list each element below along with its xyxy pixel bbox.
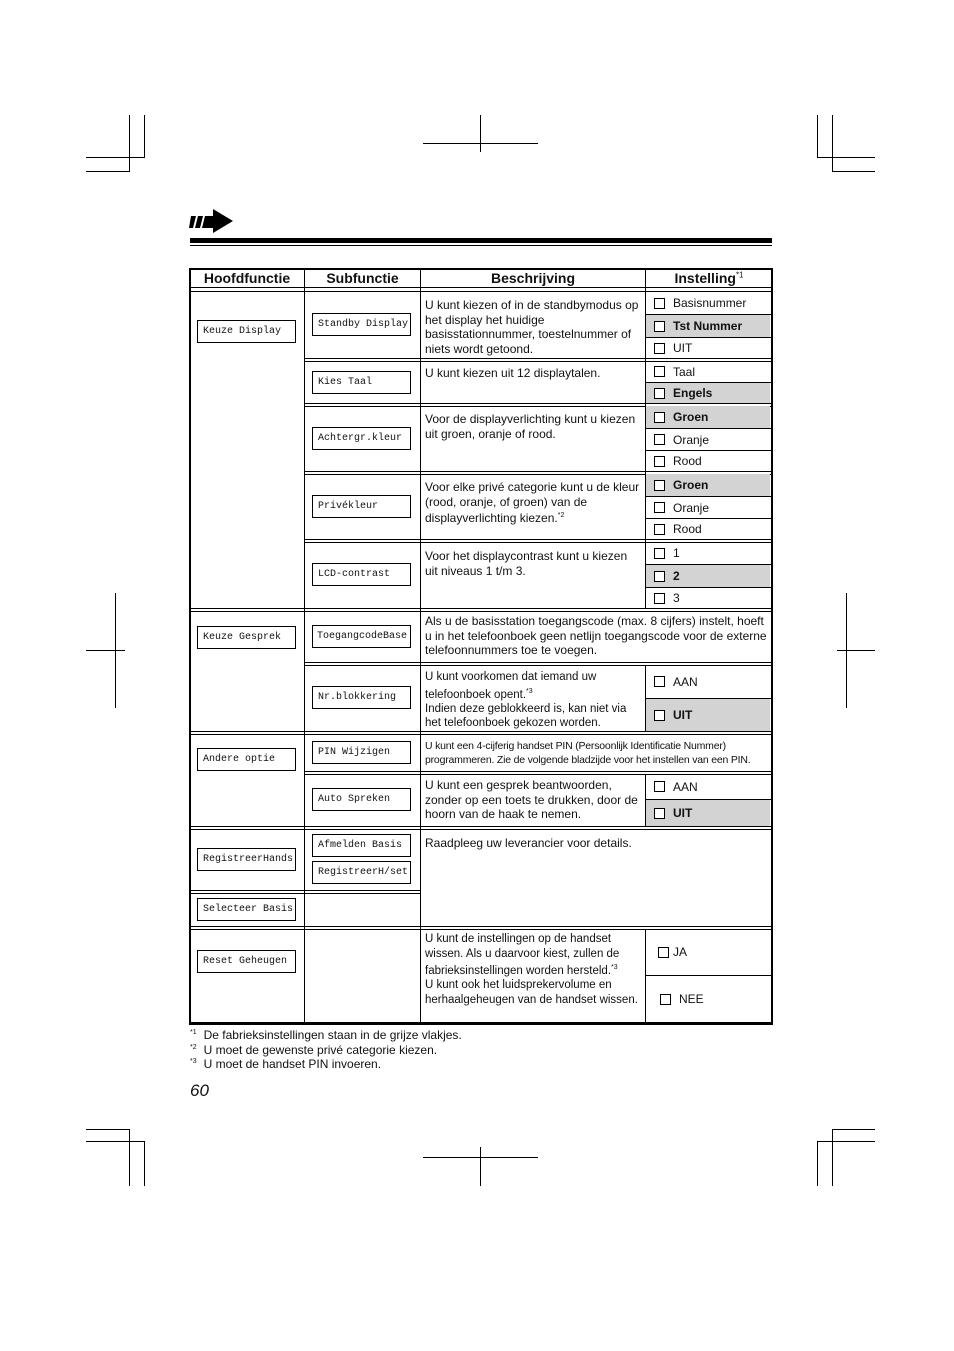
- header-rule-thin: [190, 245, 772, 246]
- checkbox-icon: [658, 947, 669, 958]
- desc-pin-wijzigen: U kunt een 4-cijferig handset PIN (Persoonlijk Identificatie Nummer) programmeren. Zie de volgende bladzijde voor het instellen van een PIN.: [425, 740, 751, 766]
- desc-standby-display: U kunt kiezen of in de standbymodus op het display het huidige basisstationnummer, toestelnummer of niets wordt getoond.: [425, 298, 639, 356]
- checkbox-icon: [654, 298, 665, 309]
- desc-kies-taal: U kunt kiezen uit 12 displaytalen.: [425, 366, 601, 380]
- page-number: 60: [190, 1081, 209, 1100]
- footnote-1: $^{*1}$ De fabrieksinstellingen staan in de grijze vlakjes.: [190, 1028, 462, 1042]
- lcd-main-registreer-hands[interactable]: RegistreerHands: [197, 848, 296, 871]
- option-aan-auto-spreken[interactable]: AAN: [646, 774, 770, 799]
- desc-reset-geheugen: U kunt de instellingen op de handset wissen. Als u daarvoor kiest, zullen de fabrieksinstellingen worden hersteld.$^{*3}$ U kunt ook het luidsprekervolume en herhaalgeheugen van de handset wissen.: [425, 933, 638, 1006]
- option-aan-blokkering[interactable]: AAN: [646, 665, 770, 698]
- checkbox-icon: [654, 548, 665, 559]
- option-uit-blokkering[interactable]: UIT: [646, 699, 770, 731]
- option-rood-prive[interactable]: Rood: [646, 519, 770, 539]
- lcd-main-keuze-gesprek[interactable]: Keuze Gesprek: [197, 626, 296, 649]
- lcd-sub-lcd-contrast[interactable]: LCD-contrast: [312, 563, 411, 586]
- lcd-main-selecteer-basis[interactable]: Selecteer Basis: [197, 898, 296, 921]
- lcd-main-andere-optie[interactable]: Andere optie: [197, 748, 296, 771]
- option-nee[interactable]: NEE: [646, 976, 770, 1022]
- header-setting: Instelling$^{*1}$: [674, 270, 744, 286]
- option-ja[interactable]: JA: [646, 929, 770, 975]
- checkbox-icon: [654, 412, 665, 423]
- option-tst-nummer[interactable]: Tst Nummer: [646, 315, 770, 337]
- checkbox-icon: [654, 366, 665, 377]
- lcd-sub-toegangcode-base[interactable]: ToegangcodeBase: [312, 625, 411, 648]
- option-basisnummer[interactable]: Basisnummer: [646, 292, 770, 314]
- lcd-sub-achtergr-kleur[interactable]: Achtergr.kleur: [312, 427, 411, 450]
- lcd-sub-registreer-hset[interactable]: RegistreerH/set: [312, 861, 411, 884]
- option-rood-achtergrond[interactable]: Rood: [646, 451, 770, 471]
- option-contrast-3[interactable]: 3: [646, 588, 770, 608]
- checkbox-icon: [654, 676, 665, 687]
- desc-privekleur: Voor elke privé categorie kunt u de kleur (rood, oranje, of groen) van de displayverlichting kiezen.$^{*2}$: [425, 480, 640, 525]
- lcd-sub-pin-wijzigen[interactable]: PIN Wijzigen: [312, 741, 411, 764]
- lcd-sub-afmelden-basis[interactable]: Afmelden Basis: [312, 834, 411, 857]
- option-contrast-2[interactable]: 2: [646, 565, 770, 587]
- desc-achtergr-kleur: Voor de displayverlichting kunt u kiezen uit groen, oranje of rood.: [425, 412, 636, 441]
- header-description: Beschrijving: [490, 270, 576, 286]
- lcd-sub-auto-spreken[interactable]: Auto Spreken: [312, 788, 411, 811]
- checkbox-icon: [654, 321, 665, 332]
- header-sub-function: Subfunctie: [326, 270, 399, 286]
- header-main-function: Hoofdfunctie: [203, 270, 291, 286]
- option-groen-achtergrond[interactable]: Groen: [646, 406, 770, 428]
- checkbox-icon: [654, 524, 665, 535]
- footnote-2: $^{*2}$ U moet de gewenste privé categorie kiezen.: [190, 1043, 438, 1057]
- lcd-main-keuze-display[interactable]: Keuze Display: [197, 320, 296, 343]
- desc-registreer-hands: Raadpleeg uw leverancier voor details.: [425, 836, 632, 850]
- option-contrast-1[interactable]: 1: [646, 542, 770, 564]
- option-uit-standby[interactable]: UIT: [646, 338, 770, 358]
- lcd-sub-nr-blokkering[interactable]: Nr.blokkering: [312, 686, 411, 709]
- checkbox-icon: [654, 480, 665, 491]
- header-rule: [190, 238, 772, 243]
- checkbox-icon: [654, 388, 665, 399]
- checkbox-icon: [654, 343, 665, 354]
- lcd-sub-kies-taal[interactable]: Kies Taal: [312, 371, 411, 394]
- option-oranje-prive[interactable]: Oranje: [646, 497, 770, 518]
- option-engels[interactable]: Engels: [646, 383, 770, 403]
- checkbox-icon: [654, 710, 665, 721]
- footnote-3: $^{*3}$ U moet de handset PIN invoeren.: [190, 1057, 382, 1071]
- checkbox-icon: [654, 456, 665, 467]
- checkbox-icon: [654, 571, 665, 582]
- continue-arrow-icon: [189, 207, 237, 235]
- desc-lcd-contrast: Voor het displaycontrast kunt u kiezen uit niveaus 1 t/m 3.: [425, 549, 628, 578]
- checkbox-icon: [660, 994, 671, 1005]
- checkbox-icon: [654, 593, 665, 604]
- desc-nr-blokkering: U kunt voorkomen dat iemand uw telefoonboek opent.$^{*3}$ Indien deze geblokkeerd is, kan niet via het telefoonboek gekozen worden.: [425, 671, 627, 730]
- checkbox-icon: [654, 781, 665, 792]
- option-uit-auto-spreken[interactable]: UIT: [646, 800, 770, 826]
- checkbox-icon: [654, 502, 665, 513]
- option-groen-prive[interactable]: Groen: [646, 474, 770, 496]
- desc-auto-spreken: U kunt een gesprek beantwoorden, zonder op een toets te drukken, door de hoorn van de haak te nemen.: [425, 778, 638, 821]
- option-oranje-achtergrond[interactable]: Oranje: [646, 429, 770, 450]
- lcd-sub-standby-display[interactable]: Standby Display: [312, 313, 411, 336]
- lcd-main-reset-geheugen[interactable]: Reset Geheugen: [197, 950, 296, 973]
- desc-toegangcode-base: Als u de basisstation toegangscode (max. 8 cijfers) instelt, hoeft u in het telefoonboek geen netlijn toegangscode voor de externe telefoonnummers toe te voegen.: [425, 614, 767, 657]
- lcd-sub-privekleur[interactable]: Privékleur: [312, 495, 411, 518]
- checkbox-icon: [654, 808, 665, 819]
- checkbox-icon: [654, 434, 665, 445]
- option-taal[interactable]: Taal: [646, 361, 770, 382]
